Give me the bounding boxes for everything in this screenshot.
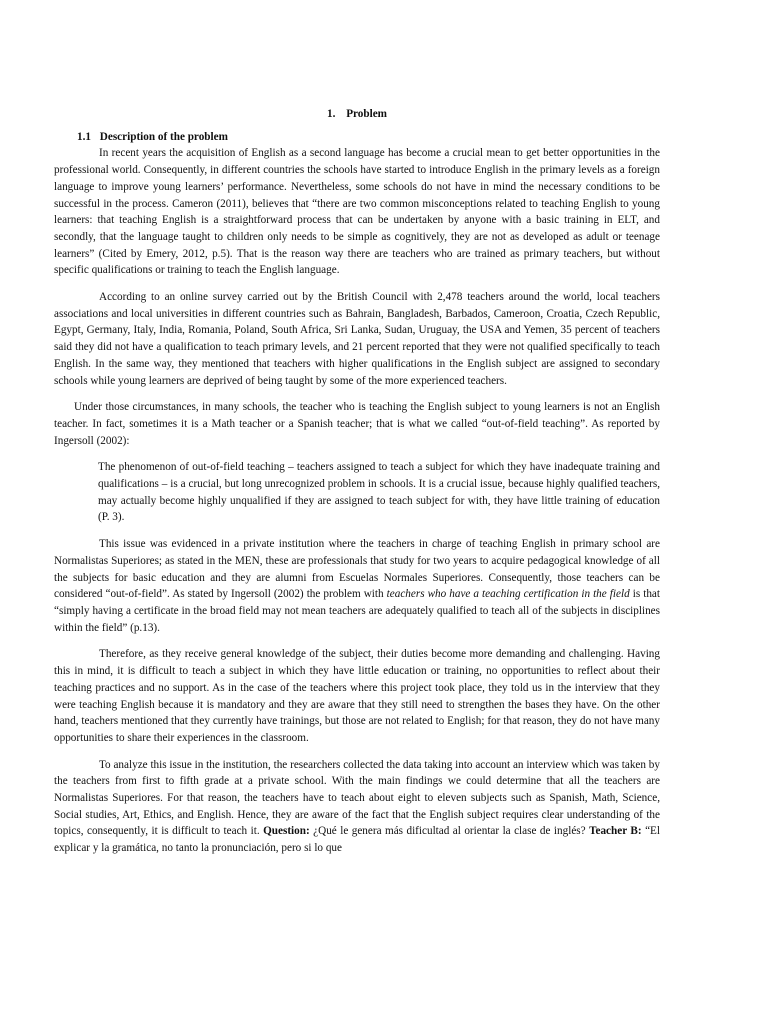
subsection-title: Description of the problem [99, 130, 228, 143]
subsection-heading [77, 129, 660, 146]
paragraph-4 [54, 536, 660, 636]
section-title: Problem [346, 108, 387, 120]
paragraph-4-text: This issue was evidenced in a private institution where the teachers in charge of teaching English in primary school are Normalistas Superiores; as stated in the MEN, these are professionals that study for two years to acquire pedagogical knowledge of all the subjects for basic education and they are alumni from Escuelas Normales Superiores. Consequently, those teachers can be considered “out-of-field”. As stated by Ingersoll (2002) the problem with [54, 538, 660, 601]
section-number: 1. [327, 108, 336, 120]
question-label: Question: [263, 825, 310, 838]
teacher-label: Teacher B: [589, 825, 642, 838]
paragraph-5: Therefore, as they receive general knowledge of the subject, their duties become more demanding and challenging. Having this in mind, it is difficult to teach a subject in which they have little education or training, no opportunities to reflect about their teaching practices and no support. As in the case of the teachers where this project took place, they told us in the interview that they were teaching English because it is mandatory and they are aware that they still need to strengthen the bases they have. On the other hand, teachers mentioned that they currently have trainings, but those are not related to English; for that reason, they do not have many opportunities to share their experiences in the classroom. [54, 648, 660, 744]
block-quote: The phenomenon of out-of-field teaching – teachers assigned to teach a subject for which they have inadequate training and qualifications – is a crucial, but long unrecognized problem in schools. It is a crucial issue, because highly qualified teachers, may actually become highly unqualified if they are assigned to teach subject for with, they have little training of education (P. 3). [98, 461, 660, 524]
question-text: ¿Qué le genera más dificultad al orientar la clase de inglés? [309, 825, 590, 838]
paragraph-2: According to an online survey carried out by the British Council with 2,478 teachers around the world, local teachers associations and local universities in different countries such as Bahrain, Bangladesh, Barbados, Cameroon, Croatia, Czech Republic, Egypt, Germany, Italy, India, Romania, Poland, South Africa, Sri Lanka, Sudan, Uruguay, the USA and Yemen, 35 percent of teachers said they did not have a qualification to teach primary levels, and 21 percent reported that they were not qualified specifically to teach English. In the same way, they mentioned that teachers with higher qualifications in the English subject are assigned to secondary schools while young learners are deprived of being taught by some of the more experienced teachers. [54, 291, 660, 387]
paragraph-1: In recent years the acquisition of English as a second language has become a crucial mean to get better opportunities in the professional world. Consequently, in different countries the schools have started to introduce English in the primary levels as a foreign language to improve young learners’ performance. Nevertheless, some schools do not have in mind the necessary conditions to be successful in the process. Cameron (2011), believes that “there are two common misconceptions related to teaching English to young learners: that teaching English is a straightforward process that can be undertaken by anyone with a basic training in ELT, and secondly, that the language taught to children only needs to be simple as cognitively, they are not as developed as adult or teenage learners” (Cited by Emery, 2012, p.5). That is the reason way there are teachers who are trained as primary teachers, but without specific qualifications or training to teach the English language. [54, 147, 660, 277]
paragraph-4-text-end: is that “simply having a certificate in the broad field may not mean teachers are adequately qualified to teach all of the subjects in disciplines within the field” (p.13). [54, 588, 660, 634]
subsection-number: 1.1 [77, 130, 91, 143]
section-heading [54, 106, 660, 123]
paragraph-4-italic: teachers who have a teaching certification in the field [386, 588, 630, 601]
paragraph-6-text: To analyze this issue in the institution, the researchers collected the data taking into account an interview which was taken by the teachers from first to fifth grade at a private school. With the main findings we could determine that all the teachers are Normalistas Superiores. For that reason, the teachers have to teach about eight to eleven subjects such as Spanish, Math, Science, Social studies, Art, Ethics, and English. Hence, they are aware of the fact that the English subject requires clear understanding of the topics, consequently, it is difficult to teach it. [54, 758, 660, 838]
paragraph-6 [54, 757, 660, 857]
paragraph-3: Under those circumstances, in many schools, the teacher who is teaching the English subject to young learners is not an English teacher. In fact, sometimes it is a Math teacher or a Spanish teacher; that is what we called “out-of-field teaching”. As reported by Ingersoll (2002): [54, 401, 660, 447]
teacher-answer: “El explicar y la gramática, no tanto la pronunciación, pero si lo que [54, 825, 660, 855]
